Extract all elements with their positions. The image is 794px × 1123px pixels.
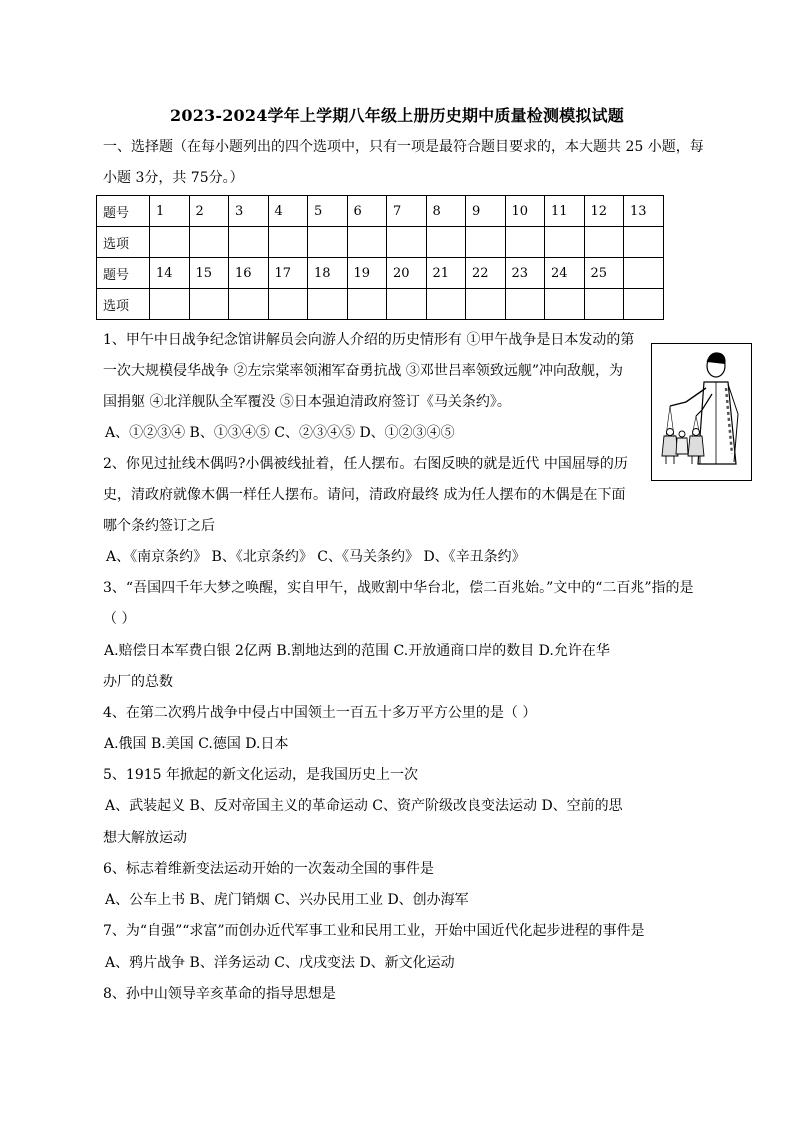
table-cell (624, 258, 664, 289)
section-instructions-line2: 小题 3分，共 75分。） (103, 170, 244, 186)
answer-cell[interactable] (150, 289, 190, 320)
puppet-icon (652, 344, 751, 480)
question-5-options: A、武装起义 B、反对帝国主义的革命运动 C、资产阶级改良变法运动 D、空前的思 (105, 798, 623, 814)
table-row-label: 题号 (97, 196, 150, 227)
table-cell: 13 (624, 196, 664, 227)
table-cell: 4 (268, 196, 308, 227)
table-cell: 11 (545, 196, 585, 227)
answer-cell[interactable] (189, 289, 229, 320)
answer-cell[interactable] (584, 289, 624, 320)
question-6-line1: 6、标志着维新变法运动开始的一次轰动全国的事件是 (103, 861, 434, 877)
question-7-line1: 7、为“自强”“求富”而创办近代军事工业和民用工业，开始中国近代化起步进程的事件是 (103, 923, 645, 939)
table-row (97, 258, 664, 289)
table-cell: 25 (584, 258, 624, 289)
table-cell: 17 (268, 258, 308, 289)
page-title: 2023-2024学年上学期八年级上册历史期中质量检测模拟试题 (170, 106, 624, 125)
puppet-illustration (651, 343, 752, 481)
answer-table (96, 195, 664, 320)
answer-cell[interactable] (505, 289, 545, 320)
question-1-line2: 一次大规模侵华战争 ②左宗棠率领湘军奋勇抗战 ③邓世吕率领致远舰”冲向敌舰，为 (103, 363, 624, 379)
table-cell: 24 (545, 258, 585, 289)
table-cell: 10 (505, 196, 545, 227)
answer-cell[interactable] (308, 289, 348, 320)
answer-cell[interactable] (387, 289, 427, 320)
question-1-line3: 国捐躯 ④北洋舰队全军覆没 ⑤日本强迫清政府签订《马关条约》。 (103, 394, 511, 410)
table-cell: 16 (229, 258, 269, 289)
table-row-label: 题号 (97, 258, 150, 289)
table-cell: 21 (426, 258, 466, 289)
table-cell: 19 (347, 258, 387, 289)
question-3-options-cont: 办厂的总数 (103, 674, 173, 690)
table-cell: 12 (584, 196, 624, 227)
question-2-line3: 哪个条约签订之后 (103, 518, 215, 534)
table-cell: 7 (387, 196, 427, 227)
table-cell: 15 (189, 258, 229, 289)
answer-cell[interactable] (229, 227, 269, 258)
table-cell: 2 (189, 196, 229, 227)
table-cell: 23 (505, 258, 545, 289)
question-5-line1: 5、1915 年掀起的新文化运动，是我国历史上一次 (103, 767, 418, 783)
table-cell: 20 (387, 258, 427, 289)
answer-cell[interactable] (545, 289, 585, 320)
answer-cell[interactable] (229, 289, 269, 320)
question-1-line1: 1、甲午中日战争纪念馆讲解员会向游人介绍的历史情形有 ①甲午战争是日本发动的第 (103, 332, 635, 348)
question-6-options: A、公车上书 B、虎门销烟 C、兴办民用工业 D、创办海军 (105, 892, 469, 908)
table-cell: 14 (150, 258, 190, 289)
answer-cell[interactable] (347, 227, 387, 258)
section-instructions-line1: 一、选择题（在每小题列出的四个选项中，只有一项是最符合题目要求的，本大题共 25 小题，每 (103, 139, 704, 155)
table-cell: 3 (229, 196, 269, 227)
question-8-line1: 8、孙中山领导辛亥革命的指导思想是 (103, 986, 336, 1002)
table-cell: 5 (308, 196, 348, 227)
answer-cell[interactable] (347, 289, 387, 320)
answer-cell[interactable] (545, 227, 585, 258)
question-2-options: A、《南京条约》 B、《北京条约》 C、《马关条约》 D、《辛丑条约》 (106, 549, 526, 565)
table-row (97, 196, 664, 227)
table-row (97, 289, 664, 320)
answer-cell[interactable] (426, 227, 466, 258)
question-4-options: A.俄国 B.美国 C.德国 D.日本 (104, 736, 289, 752)
question-3-line2: （ ） (103, 611, 136, 627)
table-cell: 22 (466, 258, 506, 289)
answer-cell[interactable] (584, 227, 624, 258)
answer-cell[interactable] (624, 289, 664, 320)
question-7-options: A、鸦片战争 B、洋务运动 C、戊戌变法 D、新文化运动 (105, 955, 455, 971)
table-cell: 6 (347, 196, 387, 227)
question-5-options-cont: 想大解放运动 (103, 830, 187, 846)
answer-cell[interactable] (505, 227, 545, 258)
answer-cell[interactable] (150, 227, 190, 258)
answer-cell[interactable] (466, 289, 506, 320)
question-4-line1: 4、在第二次鸦片战争中侵占中国领土一百五十多万平方公里的是（ ） (103, 705, 537, 721)
table-row-label: 选项 (97, 289, 150, 320)
table-row-label: 选项 (97, 227, 150, 258)
table-cell: 8 (426, 196, 466, 227)
question-2-line1: 2、你见过扯线木偶吗?小偶被线扯着，任人摆布。右图反映的就是近代 中国屈辱的历 (103, 456, 628, 472)
table-cell: 1 (150, 196, 190, 227)
answer-cell[interactable] (189, 227, 229, 258)
answer-cell[interactable] (466, 227, 506, 258)
answer-cell[interactable] (268, 289, 308, 320)
answer-cell[interactable] (624, 227, 664, 258)
table-cell: 9 (466, 196, 506, 227)
question-3-line1: 3、“吾国四千年大梦之唤醒，实自甲午，战败割中华台北，偿二百兆始。”文中的“二百兆”指的是 (103, 580, 694, 596)
answer-cell[interactable] (268, 227, 308, 258)
question-1-options: A、①②③④ B、①③④⑤ C、②③④⑤ D、①②③④⑤ (105, 425, 455, 441)
table-cell: 18 (308, 258, 348, 289)
table-row (97, 227, 664, 258)
question-2-line2: 史，清政府就像木偶一样任人摆布。请问，清政府最终 成为任人摆布的木偶是在下面 (103, 487, 626, 503)
answer-cell[interactable] (387, 227, 427, 258)
answer-cell[interactable] (308, 227, 348, 258)
question-3-options: A.赔偿日本军费白银 2亿两 B.割地达到的范围 C.开放通商口岸的数目 D.允许在华 (104, 643, 610, 659)
answer-cell[interactable] (426, 289, 466, 320)
